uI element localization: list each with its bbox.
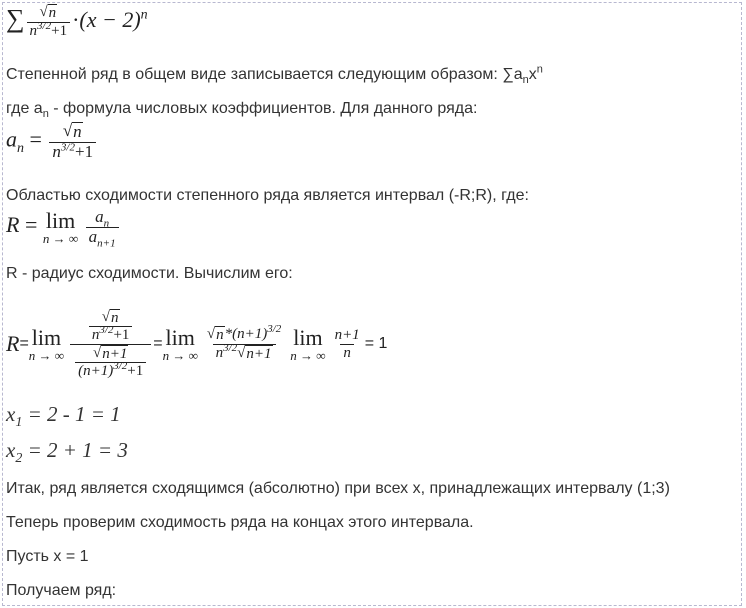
- paragraph-interval: Областью сходимости степенного ряда является интервал (-R;R), где:: [6, 187, 529, 204]
- paragraph-get-series: Получаем ряд:: [6, 582, 117, 599]
- root-x1: $x_1 = 2 - 1 = 1$: [6, 402, 121, 431]
- radius-calculation: R = lim n → ∞ √ n $n^{3/2}+1$ √ n+1 $(n+1)^{3/2}+1$ = lim n → ∞ √ n $*(n+1)^{3/2}$ $n^{3/2}$ √ n+1 lim n → ∞ $\frac{n+1}{n}$ = 1: [6, 308, 388, 379]
- series-formula: ∑ √ n $n^{3/2}+1$ $\cdot(x - 2)^n$: [6, 4, 148, 39]
- root-x2: $x_2 = 2 + 1 = 3$: [6, 438, 128, 467]
- paragraph-radius: R - радиус сходимости. Вычислим его:: [6, 265, 293, 282]
- an-formula: $a_n$ = √ n $n^{3/2}+1$: [6, 122, 98, 161]
- radius-formula: R = lim n → ∞ $\frac{a_n}{a_{n+1}}$: [6, 208, 121, 246]
- paragraph-coefficients: где $a_n$ - формула числовых коэффициентов. Для данного ряда:: [6, 100, 478, 121]
- paragraph-power-series: Степенной ряд в общем виде записывается следующим образом: $\sum a_nx^n$: [6, 63, 543, 87]
- paragraph-check-endpoints: Теперь проверим сходимость ряда на концах этого интервала.: [6, 514, 474, 531]
- paragraph-let-x: Пусть x = 1: [6, 548, 89, 565]
- paragraph-conclusion: Итак, ряд является сходящимся (абсолютно) при всех x, принадлежащих интервалу (1;3): [6, 480, 670, 497]
